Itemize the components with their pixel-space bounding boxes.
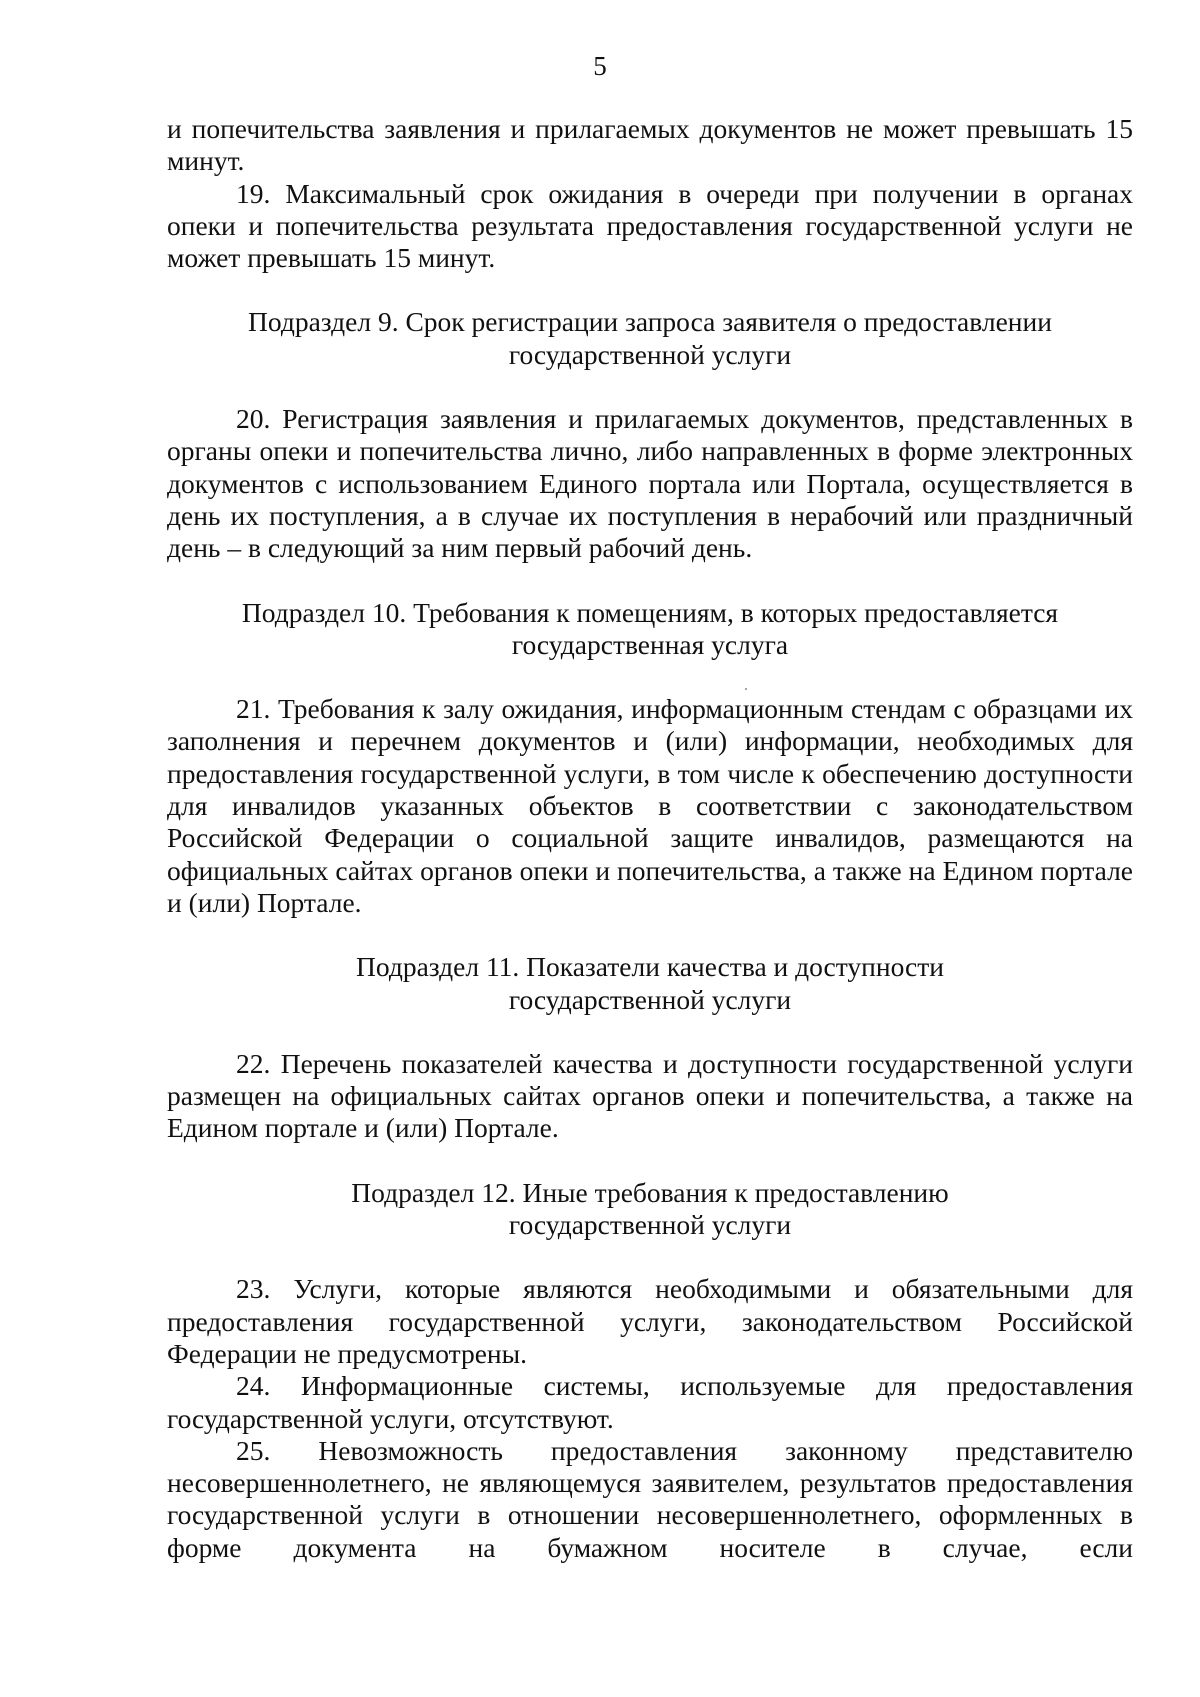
paragraph-20: 20. Регистрация заявления и прилагаемых документов, представленных в органы опеки и попечительства лично, либо направленных в форме электронных документов с использованием Единого портала или Портала, осуществляется в день их поступления, а в случае их поступления в нерабочий или праздничный день – в следующий за ним первый рабочий день. [167, 403, 1133, 564]
scan-speck [745, 688, 747, 690]
subsection-9-heading-line-1: Подраздел 9. Срок регистрации запроса заявителя о предоставлении [248, 306, 1052, 338]
subsection-9-heading [167, 306, 1133, 371]
subsection-12-heading [167, 1177, 1133, 1242]
paragraph-21: 21. Требования к залу ожидания, информационным стендам с образцами их заполнения и перечнем документов и (или) информации, необходимых для предоставления государственной услуги, в том числе к обеспечению доступности для инвалидов указанных объектов в соответствии с законодательством Российской Федерации о социальной защите инвалидов, размещаются на официальных сайтах органов опеки и попечительства, а также на Едином портале и (или) Портале. [167, 693, 1133, 918]
paragraph-19: 19. Максимальный срок ожидания в очереди при получении в органах опеки и попечительства результата предоставления государственной услуги не может превышать 15 минут. [167, 177, 1133, 274]
document-body [167, 113, 1133, 1564]
subsection-12-heading-line-2: государственной услуги [508, 1209, 792, 1241]
subsection-10-heading-line-1: Подраздел 10. Требования к помещениям, в которых предоставляется [241, 596, 1059, 628]
page-number: 5 [593, 51, 607, 81]
paragraph-24: 24. Информационные системы, используемые для предоставления государственной услуги, отсутствуют. [167, 1370, 1133, 1434]
subsection-12-heading-line-1: Подраздел 12. Иные требования к предоставлению [351, 1176, 949, 1208]
subsection-10-heading [167, 597, 1133, 662]
paragraph-25: 25. Невозможность предоставления законному представителю несовершеннолетнего, не являющемуся заявителем, результатов предоставления государственной услуги в отношении несовершеннолетнего, оформленных в форме документа на бумажном носителе в случае, если [167, 1434, 1133, 1563]
paragraph-23: 23. Услуги, которые являются необходимыми и обязательными для предоставления государственной услуги, законодательством Российской Федерации не предусмотрены. [167, 1273, 1133, 1369]
subsection-11-heading-line-2: государственной услуги [508, 983, 792, 1015]
subsection-9-heading-line-2: государственной услуги [508, 338, 792, 370]
subsection-11-heading-line-1: Подраздел 11. Показатели качества и доступности [356, 951, 944, 983]
subsection-11-heading [167, 951, 1133, 1016]
paragraph-continuation: и попечительства заявления и прилагаемых документов не может превышать 15 минут. [167, 113, 1133, 177]
paragraph-22: 22. Перечень показателей качества и доступности государственной услуги размещен на официальных сайтах органов опеки и попечительства, а также на Едином портале и (или) Портале. [167, 1047, 1133, 1144]
subsection-10-heading-line-2: государственная услуга [511, 628, 789, 660]
